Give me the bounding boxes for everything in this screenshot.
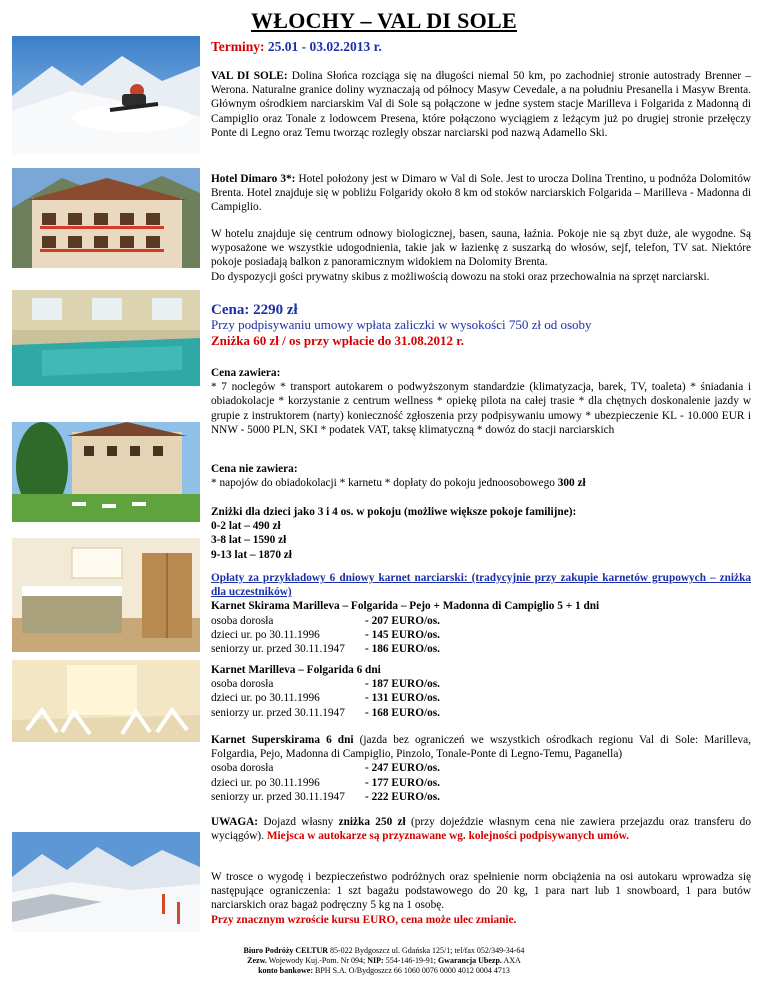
pass3-row <box>211 761 751 775</box>
baggage-paragraph: W trosce o wygodę i bezpieczeństwo podróżnych oraz spełnienie norm obciążenia na osi autokaru wprowadza się następujące ograniczenia: 1 szt bagażu podstawowego do 20 kg, 1 para nart lub 1 snowboard, 1 para butów narciarskich oraz bagaż podręczny 5 kg na 1 osobę. Przy znacznym wzroście kursu EURO, cena może ulec zmianie. <box>211 871 751 926</box>
hotel-building-photo <box>12 168 200 268</box>
pass2-row <box>211 706 751 720</box>
hotel-amenities-text: W hotelu znajduje się centrum odnowy biologicznej, basen, sauna, łaźnia. Pokoje nie są zbyt duże, ale wygodne. Są wyposażone we wszystkie udogodnienia, takie jak w łazienkę z suszarką do włosów, sejf, telefon, TV sat. Niektóre pokoje posiadają balkon z panoramicznym widokiem na Dolomity Brenta. <box>211 228 751 269</box>
includes-text: * 7 noclegów * transport autokarem o podwyższonym standardzie (klimatyzacja, barek, TV, toaleta) * śniadania i obiadokolacje * korzystanie z centrum wellness * opiekę pilota na całej trasie * dla chętnych doskonalenie jazdy w grupie z instruktorem (narty) konieczność zgłoszenia przy podpisywaniu umowy * ubezpieczenie KL - 10.000 EUR i NNW - 5000 PLN, SKI * podatek VAT, taksę klimatyczną * dowóz do stacji narciarskich <box>211 381 751 436</box>
note-text: (przy dojeździe własnym cena nie zawiera przejazdu oraz transferu do wyciągów). <box>211 816 751 843</box>
pass3-desc: (jazda bez ograniczeń we wszystkich ośrodkach regionu Val di Sole: Marilleva, Folgardia, Pejo, Madonna di Campiglio, Pinzolo, Tonale-Ponte di Legno-Temu, Paganella) <box>211 734 751 761</box>
wellness-room-photo <box>12 660 200 742</box>
hotel-text: Hotel położony jest w Dimaro w Val di Sole. Jest to urocza Dolina Trentino, u podnóża Dolomitów Brenta. Hotel znajduje się w pobliżu Folgaridy około 8 km od stoków narciarskich Folgarida – Marilleva - Madonna di Campiglio. <box>211 173 751 214</box>
pass1-row <box>211 628 751 642</box>
children-row: 9-13 lat – 1870 zł <box>211 548 292 561</box>
pass2-row <box>211 677 751 691</box>
early-booking-discount: Zniżka 60 zł / os przy wpłacie do 31.08.2012 r. <box>211 333 465 349</box>
pass1-price: - 186 EURO/os. <box>365 643 441 656</box>
intro-paragraph <box>211 69 751 140</box>
terms-line <box>211 40 751 54</box>
excludes-paragraph <box>211 462 751 490</box>
skipass-heading: Opłaty za przykładowy 6 dniowy karnet narciarski: (tradycyjnie przy zakupie karnetów grupowych – zniżka dla uczestników) <box>211 572 751 599</box>
children-row: 3-8 lat – 1590 zł <box>211 534 287 547</box>
agency-address: 85-022 Bydgoszcz ul. Gdańska 125/1; tel/fax 052/349-34-64 <box>328 946 525 955</box>
pass3-who: seniorzy ur. przed 30.11.1947 <box>211 790 345 803</box>
pass3-who: dzieci ur. po 30.11.1996 <box>211 776 320 789</box>
note-heading: UWAGA: <box>211 816 259 828</box>
footer-line-3 <box>0 966 768 976</box>
pass3-price: - 222 EURO/os. <box>365 790 441 803</box>
includes-heading: Cena zawiera: <box>211 367 281 379</box>
footer-label: konto bankowe: <box>258 966 313 975</box>
pass1-price: - 207 EURO/os. <box>365 614 441 627</box>
footer-line-1 <box>0 946 768 956</box>
pass3-price: - 247 EURO/os. <box>365 762 441 775</box>
footer-label: Zezw. <box>247 956 267 965</box>
ski-slope-mountains-photo <box>12 832 200 932</box>
footer-value: Wojewody Kuj.-Pom. Nr 094; <box>266 956 368 965</box>
pass1-row <box>211 614 751 628</box>
note-text: Dojazd własny <box>258 816 339 828</box>
pass1-row <box>211 642 751 656</box>
pass3-row <box>211 776 751 790</box>
pass1-name: Karnet Skirama Marilleva – Folgarida – Pejo + Madonna di Campiglio 5 + 1 dni <box>211 600 600 613</box>
includes-paragraph <box>211 366 751 437</box>
footer-value: AXA <box>501 956 521 965</box>
footer-line-2 <box>0 956 768 966</box>
pass2-price: - 168 EURO/os. <box>365 706 441 719</box>
snowboarder-photo <box>12 36 200 154</box>
pass3-name: Karnet Superskirama 6 dni <box>211 734 354 746</box>
seat-allocation-warning: Miejsca w autokarze są przyznawane wg. kolejności podpisywanych umów. <box>266 830 629 843</box>
pass2-price: - 187 EURO/os. <box>365 678 441 691</box>
footer-value: 554-146-19-91; <box>383 956 438 965</box>
hotel-heading: Hotel Dimaro 3*: <box>211 173 296 185</box>
hotel-room-photo <box>12 538 200 652</box>
pass2-section <box>211 663 751 720</box>
footer-label: Gwarancja Ubezp. <box>437 956 502 965</box>
pass2-price: - 131 EURO/os. <box>365 692 441 705</box>
footer <box>0 946 768 976</box>
agency-name: Biuro Podróży CELTUR <box>243 946 329 955</box>
intro-text: Dolina Słońca rozciąga się na długości niemal 50 km, po zachodniej stronie autostrady Brenner – Werona. Naturalne granice doliny wyznaczają od północy Masyw Cevedale, a na południu Presanella i Masyw Brenta. Głównym ośrodkiem narciarskim Val di Sole są połączone w jedne system stacje Marilleva i Folgarida z Madonną di Campiglio oraz Tonale z lodowcem Presena, które połączono wyciągiem z leżącym już po drugiej stronie przełęczy Ponte di Legno oraz Temu tworząc rozległy obszar narciarski pod nazwą Adamello Ski. <box>211 70 751 139</box>
pass3-who: osoba dorosła <box>211 762 274 775</box>
pass2-who: osoba dorosła <box>211 678 274 691</box>
pass3-header <box>211 733 751 761</box>
baggage-text: W trosce o wygodę i bezpieczeństwo podróżnych oraz spełnienie norm obciążenia na osi autokaru wprowadza się następujące ograniczenia: 1 szt bagażu podstawowego do 20 kg, 1 para nart lub 1 snowboard, 1 para butów narciarskich oraz bagaż podręczny 5 kg na 1 osobę. <box>211 871 751 912</box>
children-row: 0-2 lat – 490 zł <box>211 520 281 533</box>
note-paragraph <box>211 815 751 843</box>
skipass-section <box>211 571 751 656</box>
children-heading: Zniżki dla dzieci jako 3 i 4 os. w pokoju (możliwe większe pokoje familijne): <box>211 506 577 518</box>
pass1-price: - 145 EURO/os. <box>365 628 441 641</box>
price-label: Cena: 2290 zł <box>211 302 298 318</box>
swimming-pool-photo <box>12 290 200 386</box>
pass2-row <box>211 691 751 705</box>
pass1-who: dzieci ur. po 30.11.1996 <box>211 628 320 641</box>
price-block <box>211 303 751 349</box>
pass2-who: dzieci ur. po 30.11.1996 <box>211 692 320 705</box>
currency-warning: Przy znacznym wzroście kursu EURO, cena może ulec zmianie <box>211 913 514 926</box>
hotel-skibus-text: Do dyspozycji gości prywatny skibus z możliwością dowozu na stoki oraz przechowalnia na sprzęt narciarski. <box>211 270 710 283</box>
pass2-name: Karnet Marilleva – Folgarida 6 dni <box>211 664 381 676</box>
pass3-row <box>211 790 751 804</box>
excludes-amount: 300 zł <box>557 477 586 490</box>
pass2-who: seniorzy ur. przed 30.11.1947 <box>211 706 345 719</box>
pass3-section <box>211 733 751 804</box>
hotel-amenities-paragraph <box>211 227 751 284</box>
footer-label: NIP: <box>367 956 384 965</box>
pass3-price: - 177 EURO/os. <box>365 776 441 789</box>
hotel-paragraph <box>211 172 751 215</box>
bank-account: BPH S.A. O/Bydgoszcz 66 1060 0076 0000 4012 0004 4713 <box>313 966 510 975</box>
hotel-garden-photo <box>12 422 200 522</box>
own-transport-discount: zniżka 250 zł <box>338 816 406 828</box>
terms-label: Terminy: <box>211 39 265 54</box>
children-discounts <box>211 505 751 562</box>
excludes-text: * napojów do obiadokolacji * karnetu * dopłaty do pokoju jednoosobowego <box>211 477 558 490</box>
pass1-who: seniorzy ur. przed 30.11.1947 <box>211 643 345 656</box>
deposit-text: Przy podpisywaniu umowy wpłata zaliczki w wysokości 750 zł od osoby <box>211 317 592 333</box>
excludes-heading: Cena nie zawiera: <box>211 463 298 475</box>
terms-dates: 25.01 - 03.02.2013 r. <box>267 39 382 54</box>
intro-heading: VAL DI SOLE: <box>211 70 288 82</box>
page-title: WŁOCHY – VAL DI SOLE <box>250 8 517 33</box>
pass1-who: osoba dorosła <box>211 614 274 627</box>
